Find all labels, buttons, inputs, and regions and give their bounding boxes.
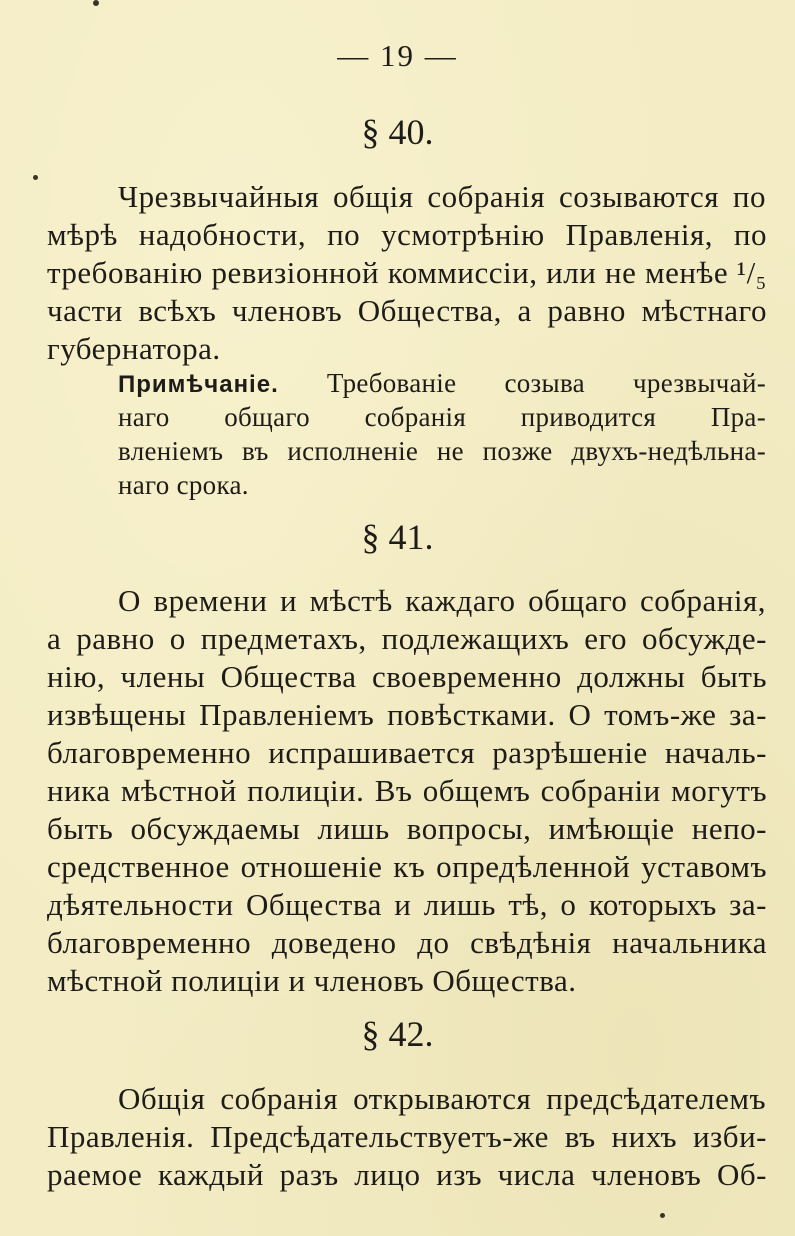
section-41-line-3: нію, члены Общества своевременно должны быть bbox=[47, 659, 767, 694]
section-41-line-7: быть обсуждаемы лишь вопросы, имѣющіе непо- bbox=[47, 811, 767, 846]
section-42-line-3: раемое каждый разъ лицо изъ числа членовъ Об- bbox=[47, 1157, 767, 1192]
section-41-line-10: благовременно доведено до свѣдѣнія начальника bbox=[47, 925, 767, 960]
section-40-note-line-2: наго общаго собранія приводится Пра- bbox=[118, 402, 766, 432]
section-40-line-2: мѣрѣ надобности, по усмотрѣнію Правленія, по bbox=[47, 217, 767, 252]
print-speck bbox=[33, 175, 38, 180]
print-speck bbox=[660, 1213, 665, 1218]
section-42-heading: § 42. bbox=[361, 1014, 434, 1054]
section-41-line-6: ника мѣстной полиціи. Въ общемъ собраніи могутъ bbox=[47, 773, 767, 808]
section-41-line-2: а равно о предметахъ, подлежащихъ его обсужде- bbox=[47, 621, 767, 656]
section-40-line-1: Чрезвычайныя общія собранія созываются по bbox=[118, 179, 766, 214]
section-40-line-5: губернатора. bbox=[47, 331, 221, 366]
section-41-line-4: извѣщены Правленіемъ повѣстками. О томъ-же за- bbox=[47, 697, 767, 732]
section-41-heading: § 41. bbox=[361, 517, 434, 557]
section-41-line-5: благовременно испрашивается разрѣшеніе началь- bbox=[47, 735, 767, 770]
page-number: — 19 — bbox=[337, 38, 458, 73]
section-40-line-4: части всѣхъ членовъ Общества, а равно мѣстнаго bbox=[47, 293, 767, 328]
section-40-note-line-1 bbox=[118, 366, 766, 402]
section-41-line-9: дѣятельности Общества и лишь тѣ, о которыхъ за- bbox=[47, 887, 767, 922]
note-label: Примѣчаніе. bbox=[118, 371, 279, 398]
section-42-line-2: Правленія. Предсѣдательствуетъ-же въ нихъ изби- bbox=[47, 1119, 767, 1154]
section-40-note-line-3: вленіемъ въ исполненіе не позже двухъ-недѣльна- bbox=[118, 436, 766, 466]
section-40-line-3: требованію ревизіонной коммиссіи, или не менѣе ¹/₅ bbox=[47, 255, 767, 290]
section-40-heading: § 40. bbox=[361, 112, 434, 152]
section-41-line-8: средственное отношеніе къ опредѣленной уставомъ bbox=[47, 849, 767, 884]
section-41-line-11: мѣстной полиціи и членовъ Общества. bbox=[47, 963, 577, 998]
print-speck bbox=[93, 0, 99, 6]
section-40-note-line-4: наго срока. bbox=[118, 470, 249, 500]
note-text: Требованіе созыва чрезвычай- bbox=[326, 368, 766, 398]
section-41-line-1: О времени и мѣстѣ каждаго общаго собранія, bbox=[118, 583, 766, 618]
section-42-line-1: Общія собранія открываются предсѣдателемъ bbox=[118, 1081, 766, 1116]
